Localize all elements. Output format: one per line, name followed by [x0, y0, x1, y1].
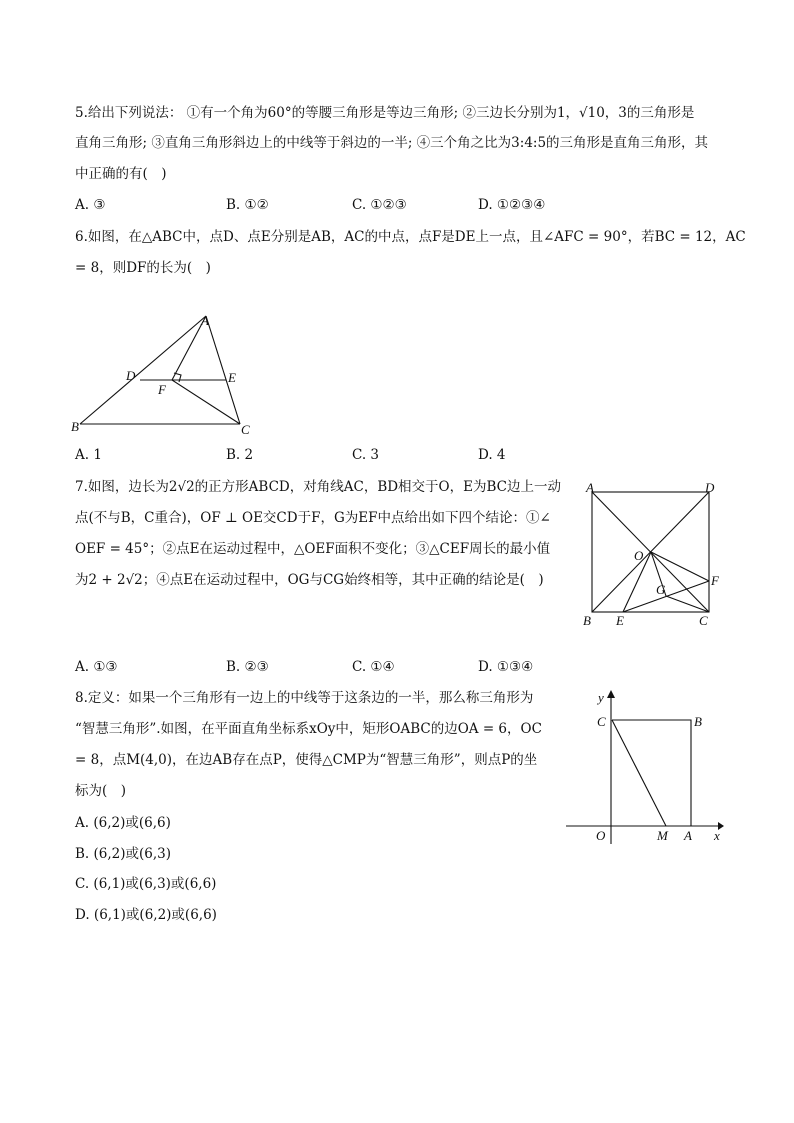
q6-label-f: F — [158, 382, 166, 397]
q7-label-g: G — [656, 582, 666, 597]
q7-label-e: E — [616, 613, 624, 628]
q7-option-c: C. ①④ — [352, 659, 395, 675]
q7-option-b: B. ②③ — [226, 659, 269, 675]
q8-option-b: B. (6,2)或(6,3) — [75, 846, 172, 862]
q6-label-d: D — [126, 368, 136, 383]
q6-label-b: B — [71, 419, 79, 434]
q8-option-a: A. (6,2)或(6,6) — [75, 815, 171, 831]
q7-option-d: D. ①③④ — [478, 659, 534, 675]
q7-text-line1: 7.如图，边长为2√2的正方形ABCD，对角线AC，BD相交于O，E为BC边上一动 — [75, 479, 561, 495]
q5-option-a: A. ③ — [75, 197, 106, 213]
q7-label-b: B — [583, 613, 591, 628]
q8-label-o: O — [596, 828, 606, 843]
q8-coordinate-figure — [562, 684, 727, 846]
q7-label-c: C — [699, 613, 708, 628]
q6-option-b: B. 2 — [226, 447, 254, 463]
q7-label-f: F — [711, 573, 719, 588]
q7-label-a: A — [586, 480, 594, 495]
q8-text-line2: “智慧三角形”.如图，在平面直角坐标系xOy中，矩形OABC的边OA = 6，OC — [75, 721, 542, 737]
q7-square-figure — [578, 478, 728, 630]
q5-text-line2: 直角三角形; ③直角三角形斜边上的中线等于斜边的一半; ④三个角之比为3:4:5的三角形是直角三角形，其 — [75, 135, 709, 151]
q6-option-d: D. 4 — [478, 447, 506, 463]
q5-option-c: C. ①②③ — [352, 197, 407, 213]
q5-text-line3: 中正确的有( ) — [75, 166, 167, 182]
q8-text-line4: 标为( ) — [75, 783, 127, 799]
q8-text-line3: = 8，点M(4,0)，在边AB存在点P，使得△CMP为“智慧三角形”，则点P的坐 — [75, 752, 538, 768]
q8-option-d: D. (6,1)或(6,2)或(6,6) — [75, 907, 217, 923]
q7-label-o: O — [634, 548, 644, 563]
q5-option-d: D. ①②③④ — [478, 197, 546, 213]
q8-option-c: C. (6,1)或(6,3)或(6,6) — [75, 876, 217, 892]
q6-text-line2: = 8，则DF的长为( ) — [75, 260, 211, 276]
q6-option-c: C. 3 — [352, 447, 380, 463]
q7-option-a: A. ①③ — [75, 659, 118, 675]
q7-label-d: D — [705, 480, 715, 495]
q8-label-y: y — [598, 690, 604, 705]
q6-option-a: A. 1 — [75, 447, 102, 463]
q6-label-c: C — [241, 422, 250, 437]
q6-triangle-figure — [60, 308, 270, 440]
q8-text-line1: 8.定义：如果一个三角形有一边上的中线等于这条边的一半，那么称三角形为 — [75, 690, 534, 706]
q6-text-line1: 6.如图，在△ABC中，点D、点E分别是AB，AC的中点，点F是DE上一点，且∠AFC = 90°，若BC = 12，AC — [75, 229, 746, 245]
q8-label-b: B — [694, 714, 702, 729]
q8-label-x: x — [714, 828, 720, 843]
q8-label-c: C — [597, 714, 606, 729]
q7-text-line2: 点(不与B，C重合)，OF ⊥ OE交CD于F，G为EF中点给出如下四个结论：①∠ — [75, 510, 551, 526]
q8-label-m: M — [657, 828, 668, 843]
q5-option-b: B. ①② — [226, 197, 269, 213]
q6-label-a: A — [201, 313, 209, 328]
q7-text-line3: OEF = 45°；②点E在运动过程中，△OEF面积不变化；③△CEF周长的最小值 — [75, 541, 551, 557]
q6-label-e: E — [228, 370, 236, 385]
q5-text-line1: 5.给出下列说法： ①有一个角为60°的等腰三角形是等边三角形; ②三边长分别为1，√10，3的三角形是 — [75, 105, 695, 121]
q7-text-line4: 为2 + 2√2；④点E在运动过程中，OG与CG始终相等，其中正确的结论是( ) — [75, 572, 544, 588]
q8-label-a: A — [684, 828, 692, 843]
